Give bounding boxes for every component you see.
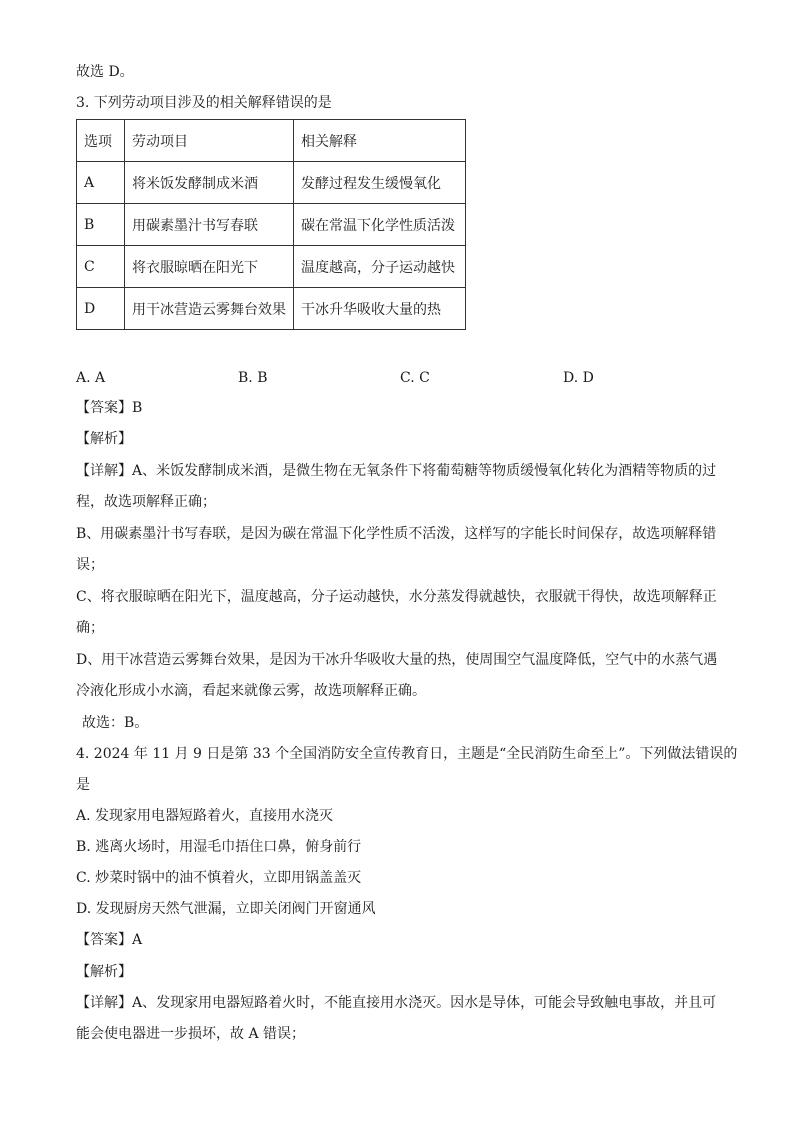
table-header-row [77,120,466,162]
table-header-cell: 劳动项目 [125,120,294,162]
question-4-option-a: A. 发现家用电器短路着火，直接用水浇灭 [76,808,334,824]
table-row [77,204,466,246]
question-3-conclusion: 故选：B。 [82,715,149,731]
question-4-detail-line: 【详解】A、发现家用电器短路着火时，不能直接用水浇灭。因水是导体，可能会导致触电事故，并且可 [76,995,717,1011]
question-4-option-c: C. 炒菜时锅中的油不慎着火，立即用锅盖盖灭 [76,870,362,886]
table-cell: B [77,204,125,246]
prev-conclusion: 故选 D。 [76,64,134,80]
question-4-option-b: B. 逃离火场时，用湿毛巾捂住口鼻，俯身前行 [76,839,362,855]
question-3-table [76,119,466,330]
table-row [77,246,466,288]
table-header-cell: 相关解释 [294,120,466,162]
table-cell: 干冰升华吸收大量的热 [294,288,466,330]
question-3-detail-line: 确； [76,620,104,636]
table-cell: D [77,288,125,330]
question-4-stem-continued: 是 [76,777,90,793]
table-cell: 将米饭发酵制成米酒 [125,162,294,204]
question-3-answer: 【答案】B [76,400,143,416]
question-4-answer: 【答案】A [76,932,143,948]
question-3-detail-line: 【详解】A、米饭发酵制成米酒，是微生物在无氧条件下将葡萄糖等物质缓慢氧化转化为酒精等物质的过 [76,463,717,479]
table-row [77,162,466,204]
question-3-detail-line: C、将衣服晾晒在阳光下，温度越高，分子运动越快，水分蒸发得就越快，衣服就干得快，故选项解释正 [76,589,717,605]
question-3-detail-line: D、用干冰营造云雾舞台效果，是因为干冰升华吸收大量的热，使周围空气温度降低，空气中的水蒸气遇 [76,652,718,668]
question-3-option-d: D. D [563,370,594,386]
question-3-stem: 3. 下列劳动项目涉及的相关解释错误的是 [76,95,332,111]
table-cell: C [77,246,125,288]
question-3-option-c: C. C [400,370,430,386]
table-cell: 碳在常温下化学性质活泼 [294,204,466,246]
question-3-detail-line: 误； [76,557,104,573]
question-4-analysis-label: 【解析】 [76,964,132,980]
table-row [77,288,466,330]
table-header-cell: 选项 [77,120,125,162]
question-3-detail-line: 程，故选项解释正确； [76,494,216,510]
question-3-analysis-label: 【解析】 [76,431,132,447]
question-3-detail-line: B、用碳素墨汁书写春联，是因为碳在常温下化学性质不活泼，这样写的字能长时间保存，故选项解释错 [76,526,717,542]
question-3-option-b: B. B [238,370,268,386]
table-cell: 用碳素墨汁书写春联 [125,204,294,246]
table-cell: A [77,162,125,204]
question-3-detail-line: 冷液化形成小水滴，看起来就像云雾，故选项解释正确。 [76,683,426,699]
question-4-stem: 4. 2024 年 11 月 9 日是第 33 个全国消防安全宣传教育日，主题是“全民消防生命至上”。下列做法错误的 [76,746,738,762]
table-cell: 将衣服晾晒在阳光下 [125,246,294,288]
question-3-option-a: A. A [76,370,106,386]
table-cell: 温度越高，分子运动越快 [294,246,466,288]
question-4-option-d: D. 发现厨房天然气泄漏，立即关闭阀门开窗通风 [76,901,376,917]
table-cell: 用干冰营造云雾舞台效果 [125,288,294,330]
table-cell: 发酵过程发生缓慢氧化 [294,162,466,204]
question-4-detail-line: 能会使电器进一步损坏，故 A 错误； [76,1026,306,1042]
